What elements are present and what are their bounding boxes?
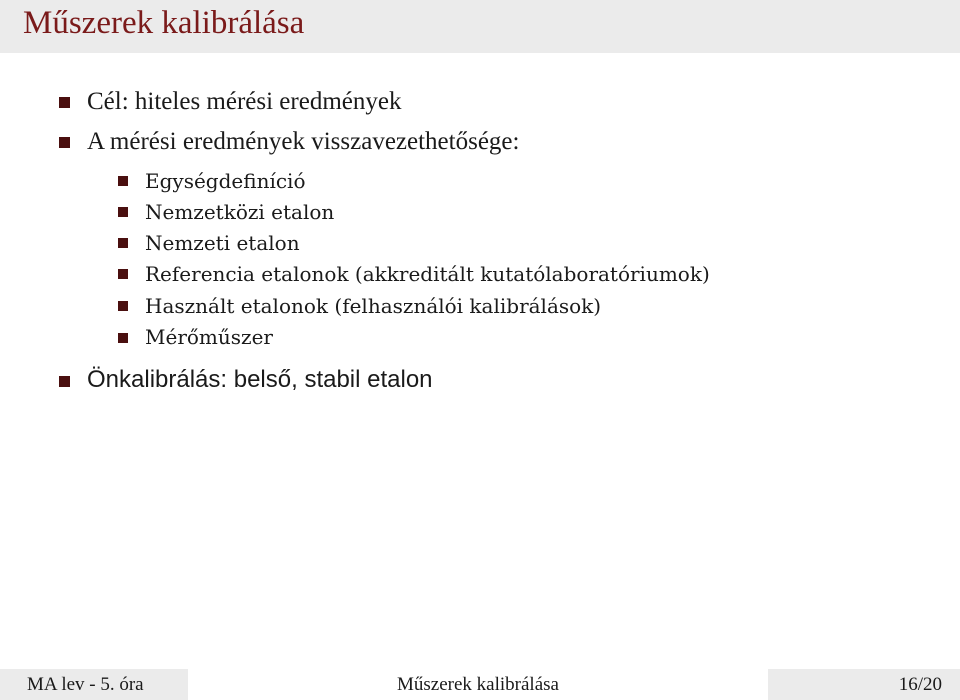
bullet-square-icon bbox=[118, 301, 128, 311]
frame-title-bar bbox=[0, 0, 960, 53]
bullet-square-icon bbox=[118, 333, 128, 343]
list-item: Cél: hiteles mérési eredmények bbox=[87, 88, 402, 115]
bullet-square-icon bbox=[118, 238, 128, 248]
footer-author bbox=[0, 669, 188, 700]
sub-list-item: Mérőműszer bbox=[145, 325, 273, 349]
list-item: Önkalibrálás: belső, stabil etalon bbox=[87, 366, 433, 393]
bullet-square-icon bbox=[118, 176, 128, 186]
bullet-square-icon bbox=[118, 207, 128, 217]
bullet-square-icon bbox=[59, 376, 70, 387]
list-item: A mérési eredmények visszavezethetősége: bbox=[87, 128, 520, 155]
sub-list-item: Egységdefiníció bbox=[145, 169, 306, 193]
bullet-square-icon bbox=[59, 137, 70, 148]
footer-author-text: MA lev - 5. óra bbox=[27, 674, 144, 695]
sub-list-item: Referencia etalonok (akkreditált kutatólaboratóriumok) bbox=[145, 262, 710, 286]
bullet-square-icon bbox=[59, 97, 70, 108]
footer bbox=[0, 669, 960, 700]
sub-list-item: Nemzeti etalon bbox=[145, 231, 300, 255]
footer-page-number bbox=[768, 669, 960, 700]
frame-title: Műszerek kalibrálása bbox=[23, 5, 305, 41]
page-number: 16/20 bbox=[898, 674, 942, 695]
footer-title: Műszerek kalibrálása bbox=[188, 669, 768, 700]
sub-list-item: Használt etalonok (felhasználói kalibrálások) bbox=[145, 294, 602, 318]
bullet-square-icon bbox=[118, 269, 128, 279]
sub-list-item: Nemzetközi etalon bbox=[145, 200, 335, 224]
